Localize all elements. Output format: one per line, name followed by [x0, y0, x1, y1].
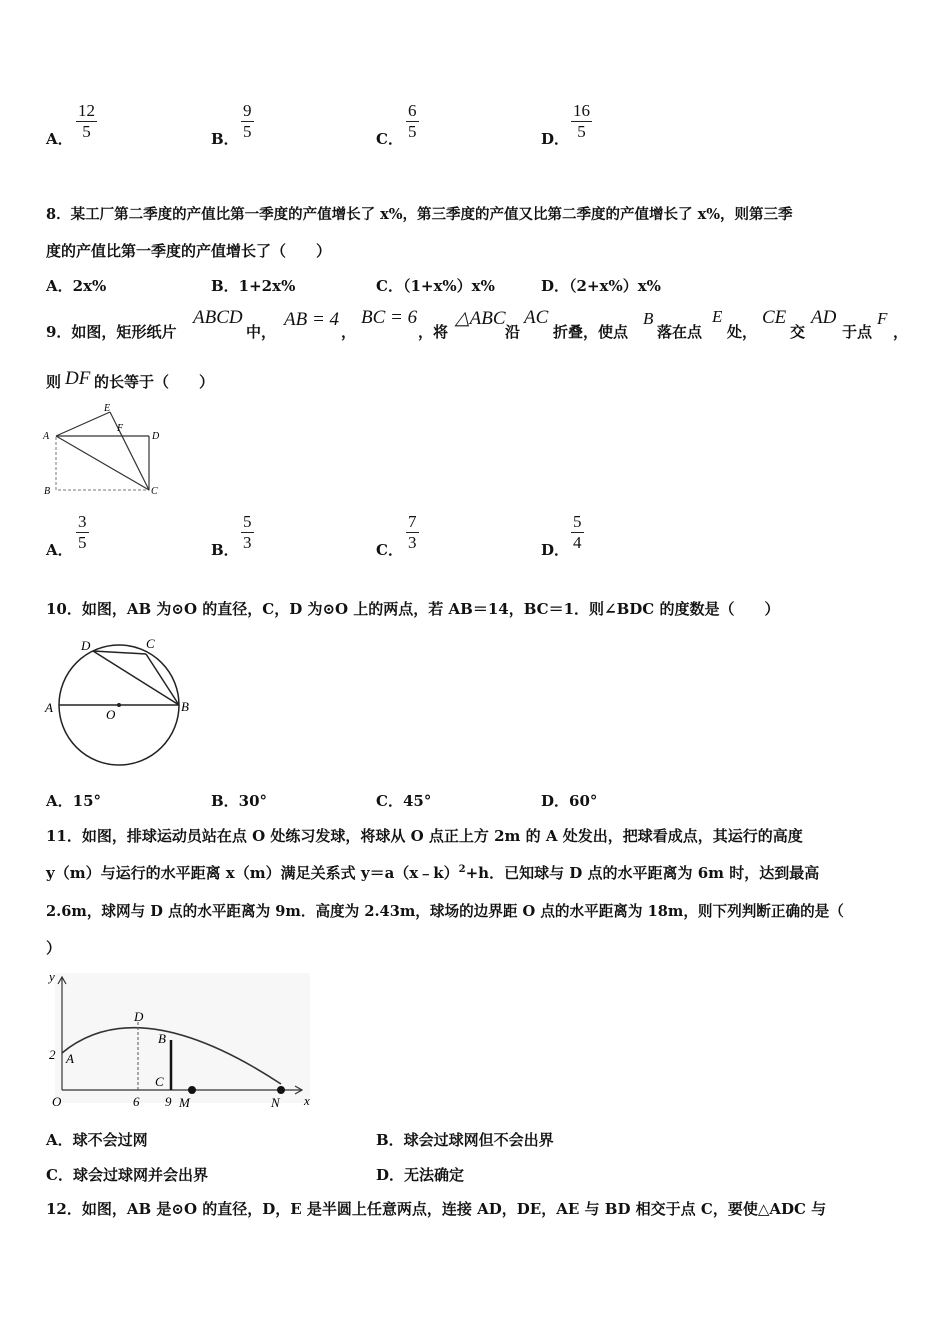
- q7-option-b-letter: B．: [211, 130, 239, 148]
- q9-text-9: 交: [790, 323, 806, 341]
- q11-option-b: B．球会过球网但不会出界: [376, 1131, 554, 1149]
- q10-chord-db: [93, 651, 179, 705]
- q11-line2-sup: 2: [458, 864, 466, 875]
- q9-text-11: ，: [893, 323, 909, 341]
- q9-text-2: 中，: [246, 323, 277, 341]
- q9-math-abcd: ABCD: [193, 307, 243, 328]
- q9-math-f: F: [877, 309, 888, 328]
- q11-label-y: y: [49, 969, 55, 984]
- q11-label-two: 2: [49, 1047, 56, 1062]
- q11-label-x: x: [304, 1093, 310, 1108]
- q9-math-ab: AB = 4: [284, 309, 340, 330]
- q9-text-4: ，将: [418, 323, 449, 341]
- q12-line1: 12．如图，AB 是⊙O 的直径，D，E 是半圆上任意两点，连接 AD，DE，AE 与 BD 相交于点 C，要使△ADC 与: [46, 1200, 827, 1218]
- q11-line1: 11．如图，排球运动员站在点 O 处练习发球，将球从 O 点正上方 2m 的 A 处发出，把球看成点，其运行的高度: [46, 827, 803, 845]
- q9-label-a: A: [43, 431, 50, 442]
- q10-chord-dc: [93, 651, 146, 654]
- q9-option-c-letter: C．: [376, 541, 403, 559]
- q11-label-n: N: [271, 1095, 280, 1110]
- q9-option-a-fraction: $\frac{3}{5}$: [78, 512, 87, 552]
- q7-option-c-letter: C．: [376, 130, 403, 148]
- q10-label-d: D: [81, 638, 91, 653]
- q9-option-d-letter: D．: [541, 541, 570, 559]
- q7-option-d-letter: D．: [541, 130, 570, 148]
- q10-option-b: B．30°: [211, 792, 268, 810]
- q9-text-10: 于点: [842, 323, 873, 341]
- q9-math-e: E: [712, 307, 723, 326]
- q10-label-b: B: [181, 699, 189, 714]
- q10-label-o: O: [106, 707, 116, 722]
- q8-option-a: A．2x%: [46, 277, 107, 295]
- q11-label-six: 6: [133, 1094, 140, 1109]
- q9-option-b-letter: B．: [211, 541, 239, 559]
- q10-label-a: A: [45, 700, 53, 715]
- q11-line2-a: y（m）与运行的水平距离 x（m）满足关系式 y＝a（x﹣k）: [46, 864, 459, 882]
- q11-label-m: M: [179, 1095, 190, 1110]
- q8-line1: 8．某工厂第二季度的产值比第一季度的产值增长了 x%，第三季度的产值又比第二季度的产值增长了 x%，则第三季: [46, 206, 793, 223]
- q11-option-a: A．球不会过网: [46, 1131, 148, 1149]
- q9-math-bc: BC = 6: [361, 307, 418, 328]
- q9-math-df: DF: [65, 368, 91, 389]
- q8-line2: 度的产值比第一季度的产值增长了（ ）: [46, 242, 332, 260]
- q8-option-b: B．1+2x%: [211, 277, 296, 295]
- q11-line2-b: +h．已知球与 D 点的水平距离为 6m 时，达到最高: [465, 864, 820, 882]
- q11-label-d: D: [134, 1009, 144, 1024]
- q9-option-b-fraction: $\frac{5}{3}$: [243, 512, 252, 552]
- q9-option-c-fraction: $\frac{7}{3}$: [408, 512, 417, 552]
- q8-option-d: D．（2+x%）x%: [541, 277, 661, 295]
- q10-option-d: D．60°: [541, 792, 598, 810]
- q10-option-c: C．45°: [376, 792, 432, 810]
- q9-text-1: 9．如图，矩形纸片: [46, 323, 177, 341]
- q9-text-6: 折叠，使点: [553, 323, 629, 341]
- q7-option-a-fraction: $\frac{12}{5}$: [78, 101, 95, 141]
- q9-rectangle-fold-figure: [40, 400, 170, 500]
- q7-option-b-fraction: $\frac{9}{5}$: [243, 101, 252, 141]
- q9-text-3: ，: [341, 323, 357, 341]
- q11-label-nine: 9: [165, 1094, 172, 1109]
- q10-label-c: C: [146, 636, 155, 651]
- q9-option-d-fraction: $\frac{5}{4}$: [573, 512, 582, 552]
- q11-option-d: D．无法确定: [376, 1166, 465, 1184]
- q11-label-o: O: [52, 1094, 62, 1109]
- q10-circle-figure: [40, 630, 200, 770]
- q9-label-c: C: [151, 486, 158, 497]
- q11-line2: [46, 862, 819, 883]
- q9-line2-text-a: 则: [46, 373, 62, 391]
- q9-text-7: 落在点: [657, 323, 703, 341]
- q7-option-c-fraction: $\frac{6}{5}$: [408, 101, 417, 141]
- q11-label-b: B: [158, 1031, 166, 1046]
- q9-line2-text-b: 的长等于（ ）: [94, 373, 215, 391]
- q10-option-a: A．15°: [46, 792, 102, 810]
- q9-math-b: B: [643, 309, 654, 328]
- q9-option-a-letter: A．: [46, 541, 73, 559]
- q11-point-n: [277, 1086, 285, 1094]
- q9-math-ad: AD: [811, 307, 837, 328]
- q11-line3: 2.6m，球网与 D 点的水平距离为 9m．高度为 2.43m，球场的边界距 O 点的水平距离为 18m，则下列判断正确的是（: [46, 903, 844, 920]
- q9-segment-ae: [56, 412, 110, 436]
- q9-label-e: E: [104, 403, 111, 414]
- q8-option-c: C．（1+x%）x%: [376, 277, 495, 295]
- q11-point-m: [188, 1086, 196, 1094]
- q9-label-f: F: [117, 423, 124, 434]
- q9-label-d: D: [152, 431, 160, 442]
- q11-label-a: A: [66, 1051, 74, 1066]
- q9-text-8: 处，: [727, 323, 758, 341]
- q9-math-ce: CE: [762, 307, 787, 328]
- q9-math-ac: AC: [524, 307, 549, 328]
- q11-option-c: C．球会过球网并会出界: [46, 1166, 208, 1184]
- q9-math-triangle: △ABC: [455, 308, 506, 329]
- q11-label-c: C: [155, 1074, 164, 1089]
- q10-stem: 10．如图，AB 为⊙O 的直径，C，D 为⊙O 上的两点，若 AB＝14，BC＝1．则∠BDC 的度数是（ ）: [46, 600, 780, 618]
- q11-line4: ）: [46, 939, 62, 957]
- q7-option-a-letter: A．: [46, 130, 73, 148]
- q10-center-dot: [117, 703, 121, 707]
- q9-label-b: B: [44, 486, 51, 497]
- q11-figure-background: [55, 973, 310, 1103]
- q9-text-5: 沿: [505, 323, 521, 341]
- q11-parabola-figure: [40, 965, 315, 1115]
- q7-option-d-fraction: $\frac{16}{5}$: [573, 101, 590, 141]
